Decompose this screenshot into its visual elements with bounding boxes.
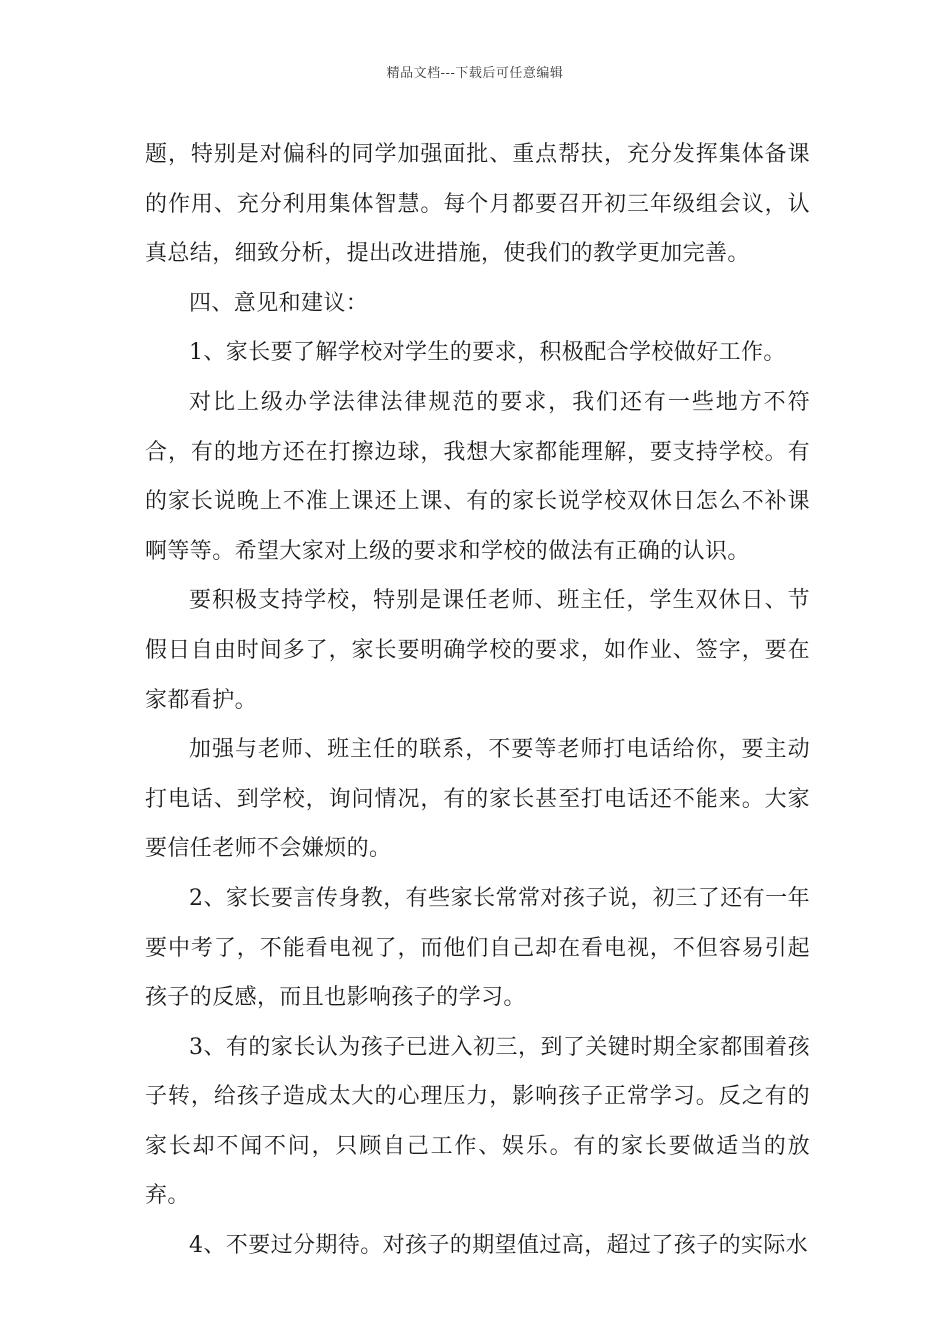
paragraph: 4、不要过分期待。对孩子的期望值过高，超过了孩子的实际水 [189,1233,809,1259]
document-body [145,130,810,1271]
paragraph: 3、有的家长认为孩子已进入初三，到了关键时期全家都围着孩子转，给孩子造成太大的心理压力，影响孩子正常学习。反之有的家长却不闻不问，只顾自己工作、娱乐。有的家长要做适当的放弃。 [145,1034,810,1209]
paragraph: 对比上级办学法律法律规范的要求，我们还有一些地方不符合，有的地方还在打擦边球，我想大家都能理解，要支持学校。有的家长说晚上不准上课还上课、有的家长说学校双休日怎么不补课啊等等。希望大家对上级的要求和学校的做法有正确的认识。 [145,389,810,564]
paragraph: 1、家长要了解学校对学生的要求，积极配合学校做好工作。 [189,340,786,366]
paragraph: 加强与老师、班主任的联系，不要等老师打电话给你，要主动打电话、到学校，询问情况，有的家长甚至打电话还不能来。大家要信任老师不会嫌烦的。 [145,737,810,862]
paragraph-continuation: 题，特别是对偏科的同学加强面批、重点帮扶，充分发挥集体备课的作用、充分利用集体智慧。每个月都要召开初三年级组会议，认真总结，细致分析，提出改进措施，使我们的教学更加完善。 [145,142,810,267]
paragraph: 要积极支持学校，特别是课任老师、班主任，学生双休日、节假日自由时间多了，家长要明确学校的要求，如作业、签字，要在家都看护。 [145,588,810,713]
section-heading: 四、意见和建议： [189,290,369,316]
paragraph: 2、家长要言传身教，有些家长常常对孩子说，初三了还有一年要中考了，不能看电视了，而他们自己却在看电视，不但容易引起孩子的反感，而且也影响孩子的学习。 [145,885,810,1011]
page-header: 精品文档---下载后可任意编辑 [386,66,564,81]
